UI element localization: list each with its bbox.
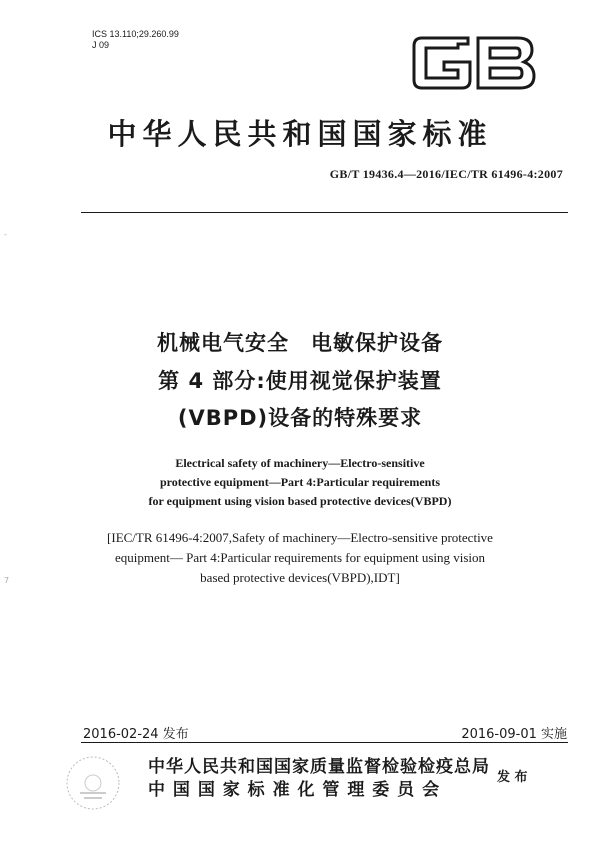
margin-mark-2: 7 bbox=[4, 576, 10, 585]
issuer-line-2: 中 国 国 家 标 准 化 管 理 委 员 会 bbox=[148, 780, 441, 800]
reference-line-1: [IEC/TR 61496-4:2007,Safety of machinery—Electro-sensitive protective bbox=[107, 530, 493, 545]
standard-code: GB/T 19436.4—2016/IEC/TR 61496-4:2007 bbox=[329, 167, 563, 181]
title-en-line-3: for equipment using vision based protective devices(VBPD) bbox=[148, 494, 452, 508]
title-cn-line-3: (VBPD)设备的特殊要求 bbox=[177, 406, 423, 430]
gb-logo-text: GB bbox=[471, 95, 475, 97]
footer-divider bbox=[81, 742, 568, 743]
title-en-line-1: Electrical safety of machinery—Electro-sensitive bbox=[175, 456, 425, 470]
ics-code: ICS 13.110;29.260.99 bbox=[92, 29, 179, 39]
title-en-line-2: protective equipment—Part 4:Particular requirements bbox=[159, 475, 441, 489]
title-cn-line-1: 机械电气安全 电敏保护设备 bbox=[157, 331, 443, 355]
issue-label: 发 布 bbox=[497, 770, 528, 785]
publish-date: 2016-02-24 发布 bbox=[83, 727, 189, 742]
issuer-seal bbox=[62, 752, 124, 814]
issuer-seal-graphic bbox=[67, 757, 119, 809]
title-cn-line-2: 第 4 部分:使用视觉保护装置 bbox=[158, 369, 442, 393]
standard-title: 中华人民共和国国家标准 bbox=[107, 117, 493, 151]
issuer-line-1: 中华人民共和国国家质量监督检验检疫总局 bbox=[148, 757, 490, 777]
divider-line bbox=[81, 212, 568, 213]
margin-mark-1: - bbox=[4, 230, 7, 239]
gb-logo-graphic bbox=[414, 38, 534, 88]
gb-logo bbox=[408, 28, 538, 98]
reference-line-3: based protective devices(VBPD),IDT] bbox=[200, 570, 400, 585]
reference-line-2: equipment— Part 4:Particular requirements for equipment using vision bbox=[114, 550, 486, 565]
ccs-code: J 09 bbox=[92, 40, 110, 50]
implement-date: 2016-09-01 实施 bbox=[461, 727, 567, 742]
